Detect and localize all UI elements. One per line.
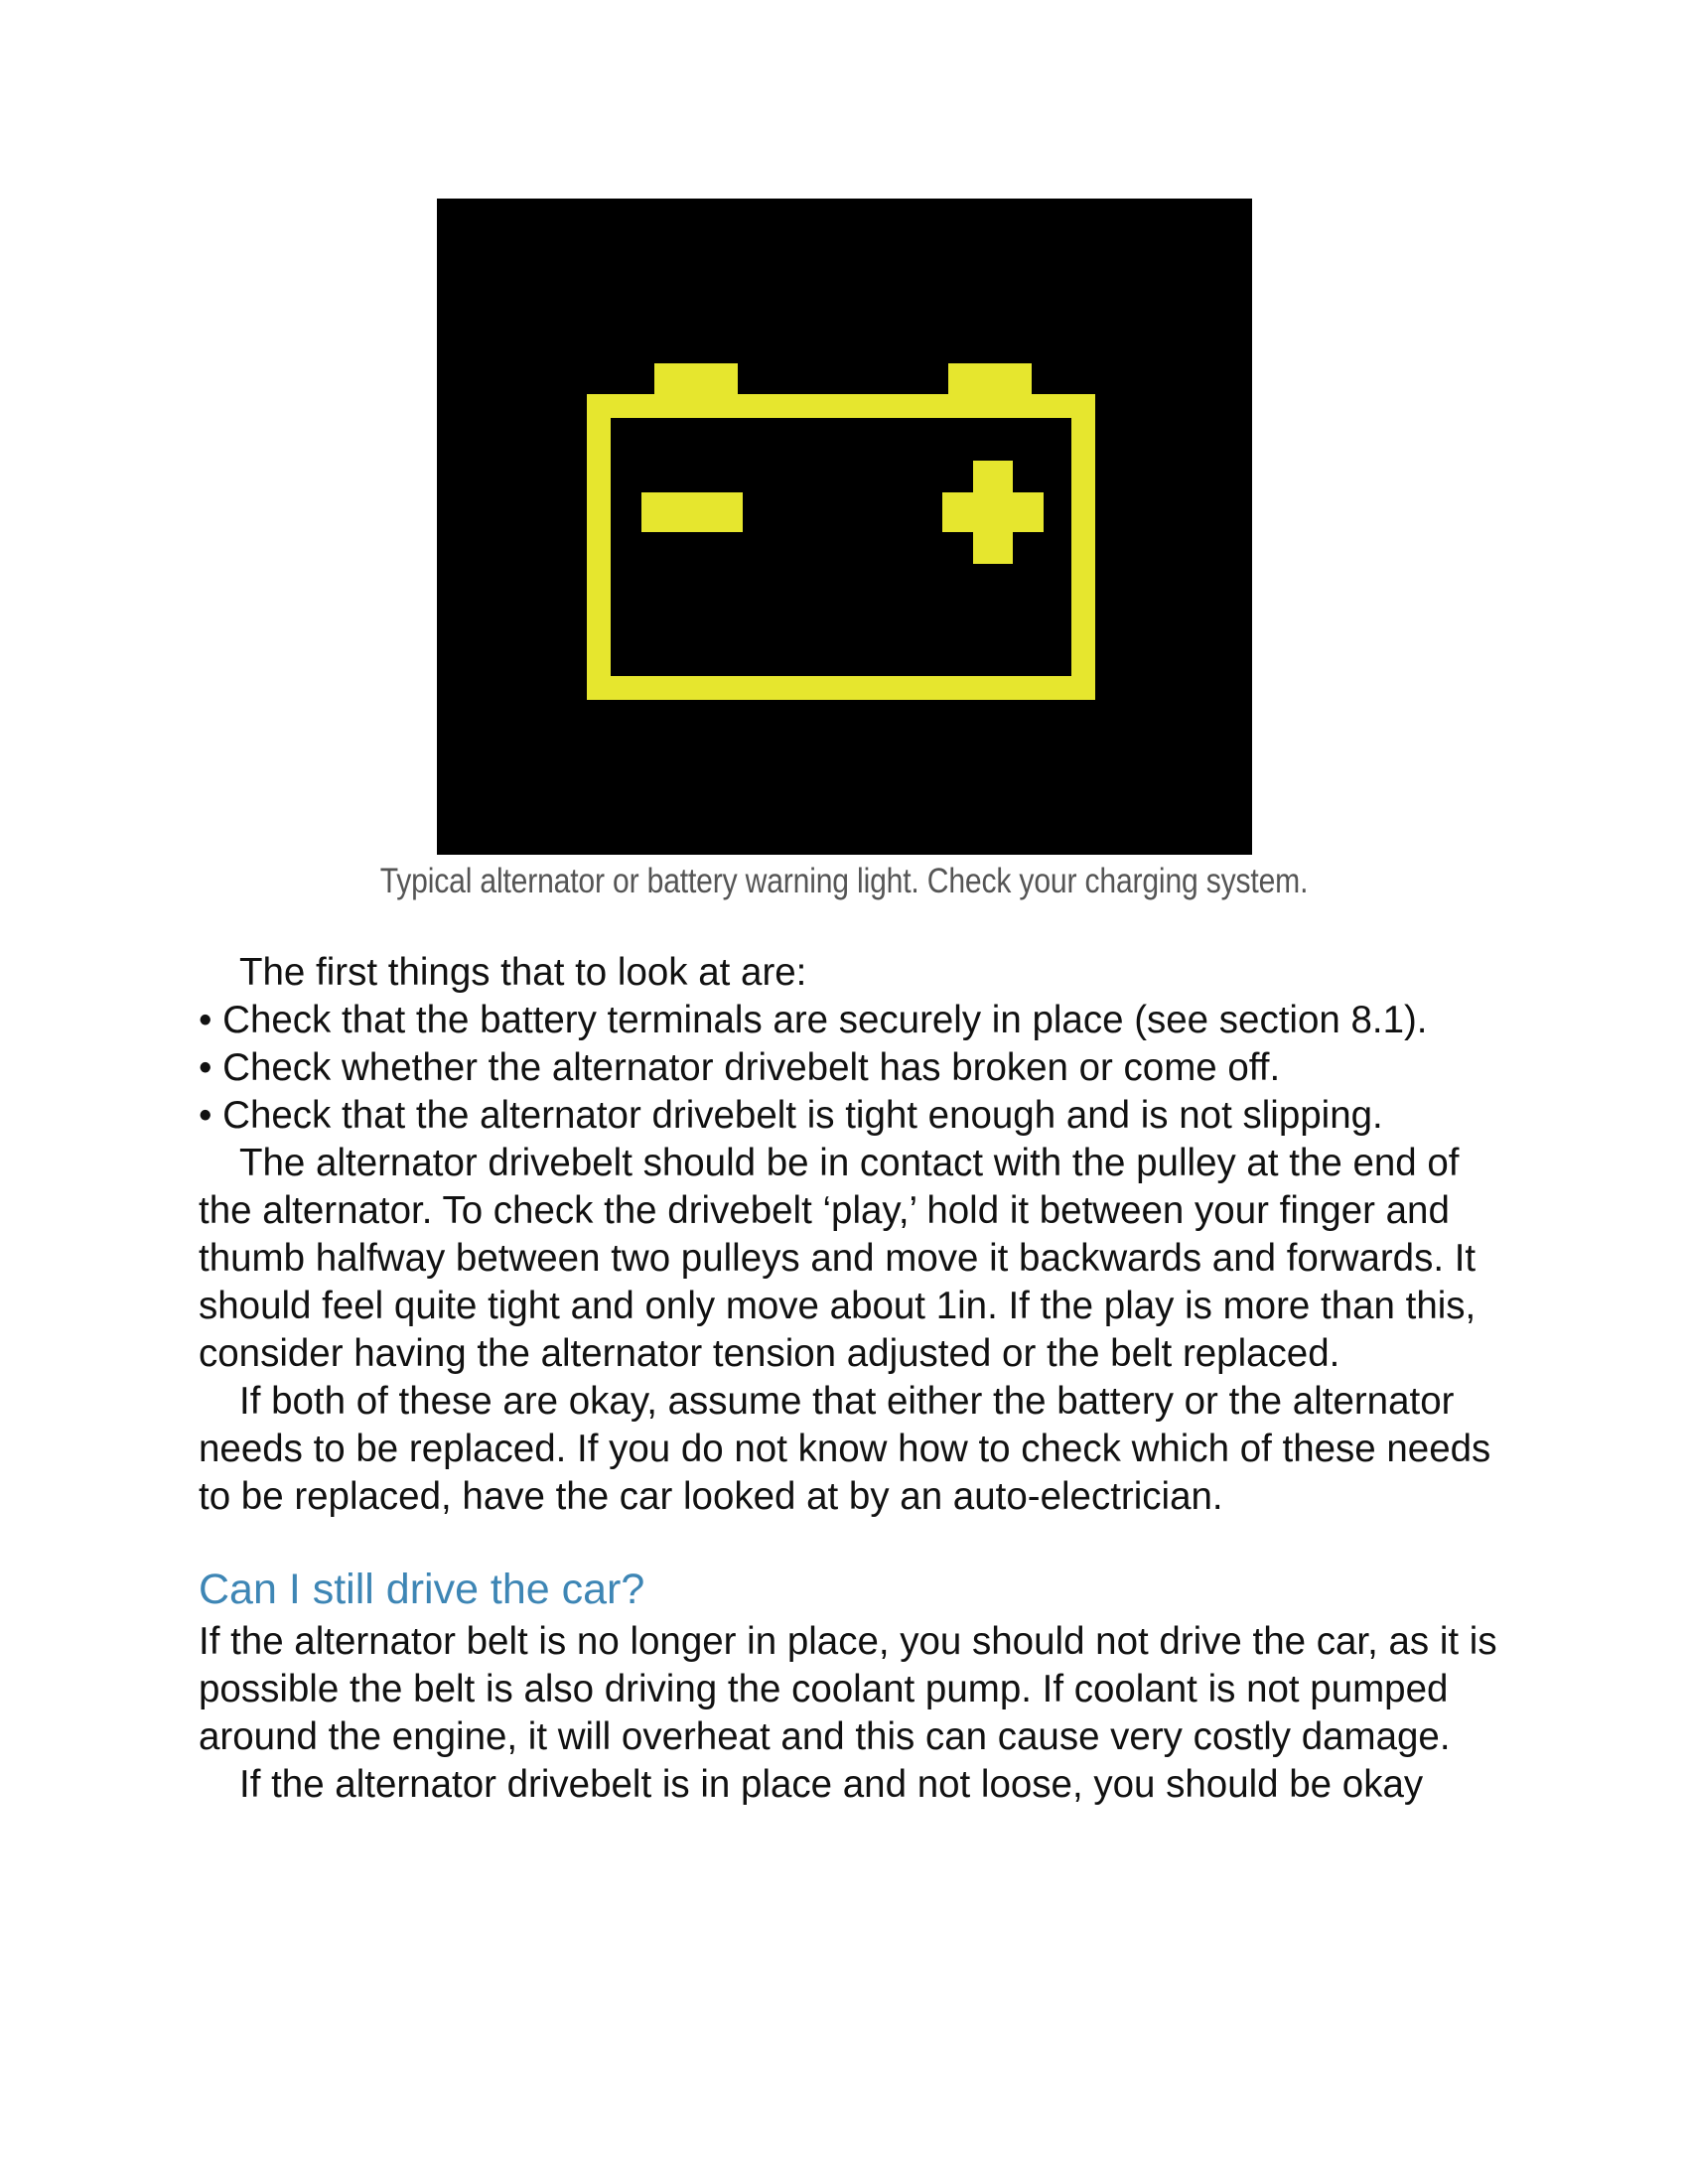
battery-warning-icon [437,199,1252,855]
document-body [199,949,1499,1809]
paragraph: The alternator drivebelt should be in contact with the pulley at the end of the alternator. To check the drivebelt ‘play,’ hold it between your finger and thumb halfway between two pulleys and move it backwards and forwards. It should feel quite tight and only move about 1in. If the play is more than this, consider having the alternator tension adjusted or the belt replaced. [199,1142,1477,1375]
checklist-item: • Check that the alternator drivebelt is tight enough and is not slipping. [199,1094,1383,1137]
paragraph: If both of these are okay, assume that either the battery or the alternator needs to be replaced. If you do not know how to check which of these needs to be replaced, have the car looked at by an auto-electrician. [199,1380,1491,1518]
checklist-item: • Check that the battery terminals are securely in place (see section 8.1). [199,999,1428,1041]
minus-sign-icon [641,492,743,532]
paragraph: If the alternator belt is no longer in place, you should not drive the car, as it is possible the belt is also driving the coolant pump. If coolant is not pumped around the engine, it will overheat and this can cause very costly damage. [199,1620,1497,1758]
plus-sign-icon-vertical [973,461,1013,564]
checklist-item: • Check whether the alternator drivebelt has broken or come off. [199,1046,1281,1089]
warning-light-figure [437,199,1252,855]
checklist [199,997,1499,1140]
intro-text: The first things that to look at are: [239,951,807,994]
section-heading: Can I still drive the car? [199,1566,645,1613]
figure-caption: Typical alternator or battery warning light. Check your charging system. [379,862,1309,900]
paragraph: If the alternator drivebelt is in place and not loose, you should be okay [239,1763,1424,1806]
